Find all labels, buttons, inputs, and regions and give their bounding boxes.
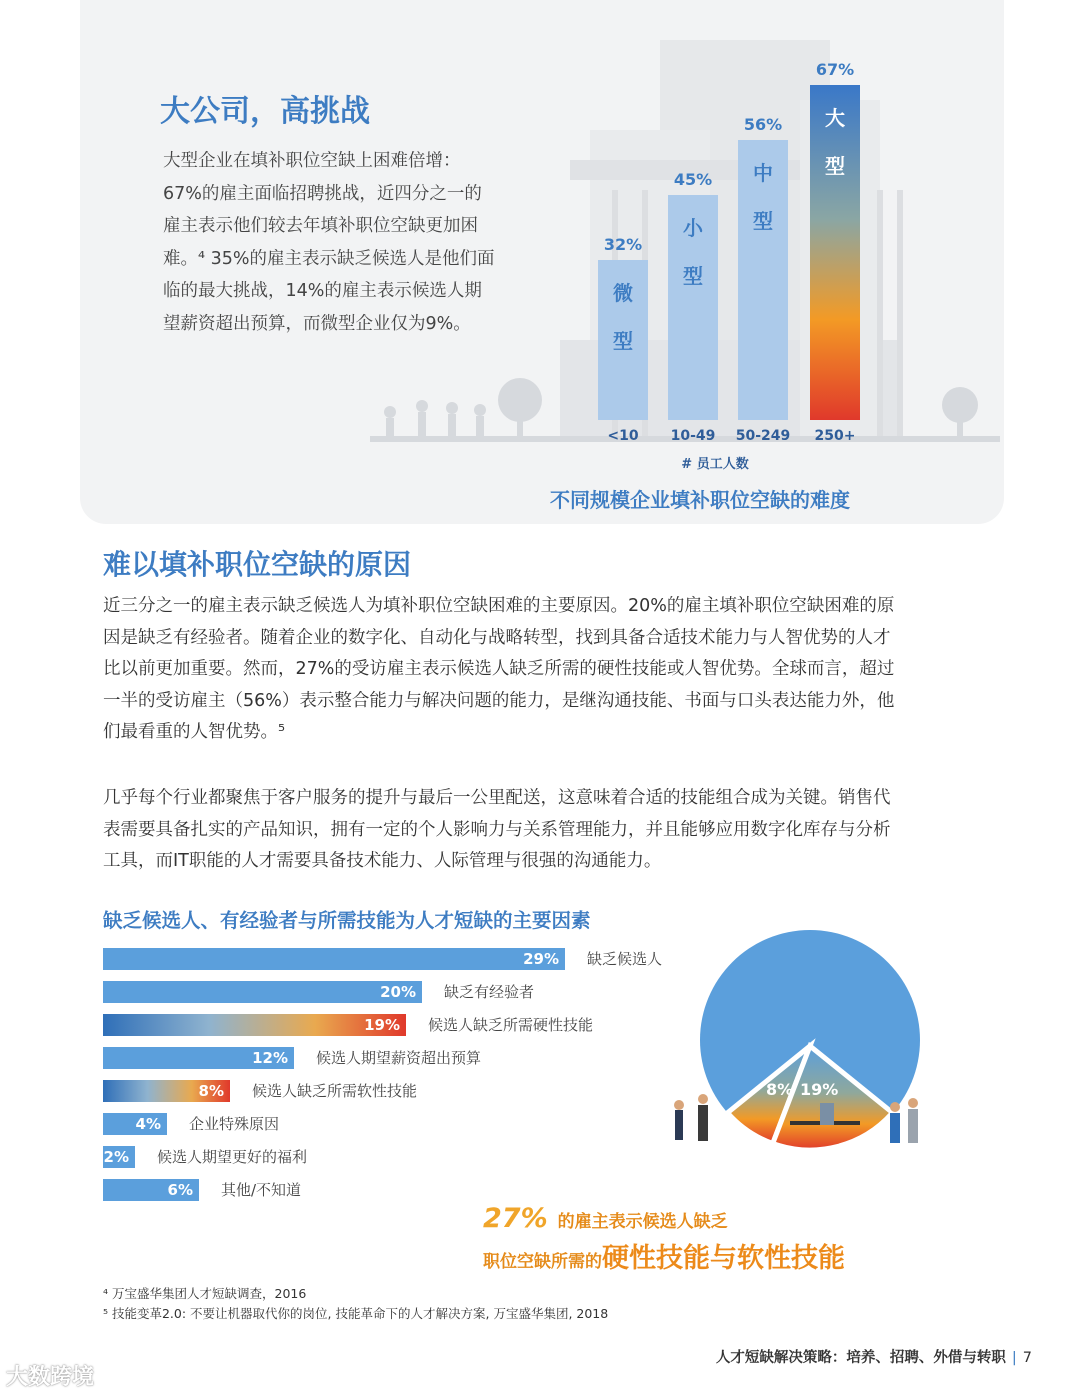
bar-value-label: 2% xyxy=(103,1148,129,1166)
callout-line2: 职位空缺所需的 xyxy=(483,1252,602,1272)
paragraph-2 xyxy=(103,783,979,878)
intro-line: 大型企业在填补职位空缺上困难倍增： xyxy=(163,151,461,171)
intro-line: 67%的雇主面临招聘挑战，近四分之一的 xyxy=(163,183,482,204)
bar-category-char: 小 xyxy=(683,216,703,240)
para-line: 因是缺乏有经验者。随着企业的数字化、自动化与战略转型，找到具备合适技术能力与人智优势的人才 xyxy=(103,627,891,648)
page-number: 7 xyxy=(1022,1350,1032,1366)
bar-category-char: 中 xyxy=(753,161,773,185)
intro-line: 难。⁴ 35%的雇主表示缺乏候选人是他们面 xyxy=(163,248,495,269)
callout-emphasis: 硬性技能与软性技能 xyxy=(602,1243,845,1274)
bar-category-label: 缺乏有经验者 xyxy=(444,983,535,1001)
bar-value-label: 32% xyxy=(603,235,643,254)
x-tick-label: <10 xyxy=(607,428,639,444)
bar-value-label: 20% xyxy=(380,983,416,1001)
callout-percent: 27% xyxy=(483,1203,548,1234)
bar-250+ xyxy=(810,85,860,420)
bar-value-label: 6% xyxy=(167,1181,193,1199)
section-title: 难以填补职位空缺的原因 xyxy=(103,548,412,581)
bar-value-label: 67% xyxy=(815,60,855,79)
bar-category-label: 缺乏候选人 xyxy=(587,950,663,968)
intro-line: 望薪资超出预算，而微型企业仅为9%。 xyxy=(163,313,471,334)
bar-category-label: 企业特殊原因 xyxy=(189,1115,280,1133)
bar-value-label: 8% xyxy=(198,1082,224,1100)
bar-value-label: 19% xyxy=(364,1016,400,1034)
bar-category-char: 型 xyxy=(753,209,773,233)
x-tick-label: 50-249 xyxy=(735,428,791,444)
footnote-4: ⁴ 万宝盛华集团人才短缺调查，2016 xyxy=(103,1286,307,1301)
callout xyxy=(483,1203,903,1275)
bar-category-label: 候选人缺乏所需硬性技能 xyxy=(428,1016,594,1034)
intro-title: 大公司，高挑战 xyxy=(160,94,370,129)
para-line: 工具，而IT职能的人才需要具备技术能力、人际管理与很强的沟通能力。 xyxy=(103,851,662,871)
bar-category-label: 候选人期望薪资超出预算 xyxy=(316,1049,482,1067)
bar-category-char: 型 xyxy=(683,264,703,288)
para-line: 表需要具备扎实的产品知识，拥有一定的个人影响力与关系管理能力，并且能够应用数字化库存与分析 xyxy=(103,819,891,840)
bar-category-label: 其他/不知道 xyxy=(221,1181,302,1199)
callout-line1: 的雇主表示候选人缺乏 xyxy=(557,1212,728,1232)
chart1-caption: 不同规模企业填补职位空缺的难度 xyxy=(550,488,850,512)
paragraph-1 xyxy=(103,591,979,749)
x-tick-label: 10-49 xyxy=(670,428,716,444)
bar-value-label: 12% xyxy=(252,1049,288,1067)
company-size-chart xyxy=(360,0,1010,480)
chart2-title: 缺乏候选人、有经验者与所需技能为人才短缺的主要因素 xyxy=(103,909,591,932)
watermark-logo: 大数跨境 xyxy=(6,1365,95,1390)
bar-category-char: 型 xyxy=(613,329,633,353)
para-line: 近三分之一的雇主表示缺乏候选人为填补职位空缺困难的主要原因。20%的雇主填补职位空缺困难的原 xyxy=(103,596,895,616)
bar-value-label: 45% xyxy=(673,170,713,189)
intro-line: 雇主表示他们较去年填补职位空缺更加困 xyxy=(163,216,478,236)
bar-category-label: 候选人缺乏所需软性技能 xyxy=(252,1082,418,1100)
page-footer xyxy=(716,1346,1032,1367)
pie-chart xyxy=(660,925,940,1195)
bar-category-label: 候选人期望更好的福利 xyxy=(157,1148,308,1166)
footer-separator: | xyxy=(1011,1350,1017,1366)
footnote-5: ⁵ 技能变革2.0: 不要让机器取代你的岗位, 技能革命下的人才解决方案, 万宝盛华集团, 2018 xyxy=(103,1306,609,1321)
intro-line: 临的最大挑战，14%的雇主表示候选人期 xyxy=(163,281,482,301)
bar-value-label: 4% xyxy=(135,1115,161,1133)
para-line: 一半的受访雇主（56%）表示整合能力与解决问题的能力，是继沟通技能、书面与口头表达能力外，他 xyxy=(103,690,895,711)
bar-value-label: 29% xyxy=(523,950,559,968)
para-line: 比以前更加重要。然而，27%的受访雇主表示候选人缺乏所需的硬性技能或人智优势。全球而言，超过 xyxy=(103,659,895,679)
x-tick-label: 250+ xyxy=(814,428,856,444)
bar-category-char: 微 xyxy=(613,281,633,305)
pie-label: 19% xyxy=(800,1080,839,1099)
footer-text: 人才短缺解决策略：培养、招聘、外借与转职 xyxy=(715,1350,1006,1366)
bar-value-label: 56% xyxy=(743,115,783,134)
x-axis-label: # 员工人数 xyxy=(681,457,749,472)
bar-category-char: 大 xyxy=(825,106,845,130)
bar-category-char: 型 xyxy=(825,154,845,178)
para-line: 几乎每个行业都聚焦于客户服务的提升与最后一公里配送，这意味着合适的技能组合成为关键。销售代 xyxy=(103,788,891,808)
pie-label: 8% xyxy=(766,1080,794,1099)
para-line: 们最看重的人智优势。⁵ xyxy=(103,722,286,742)
